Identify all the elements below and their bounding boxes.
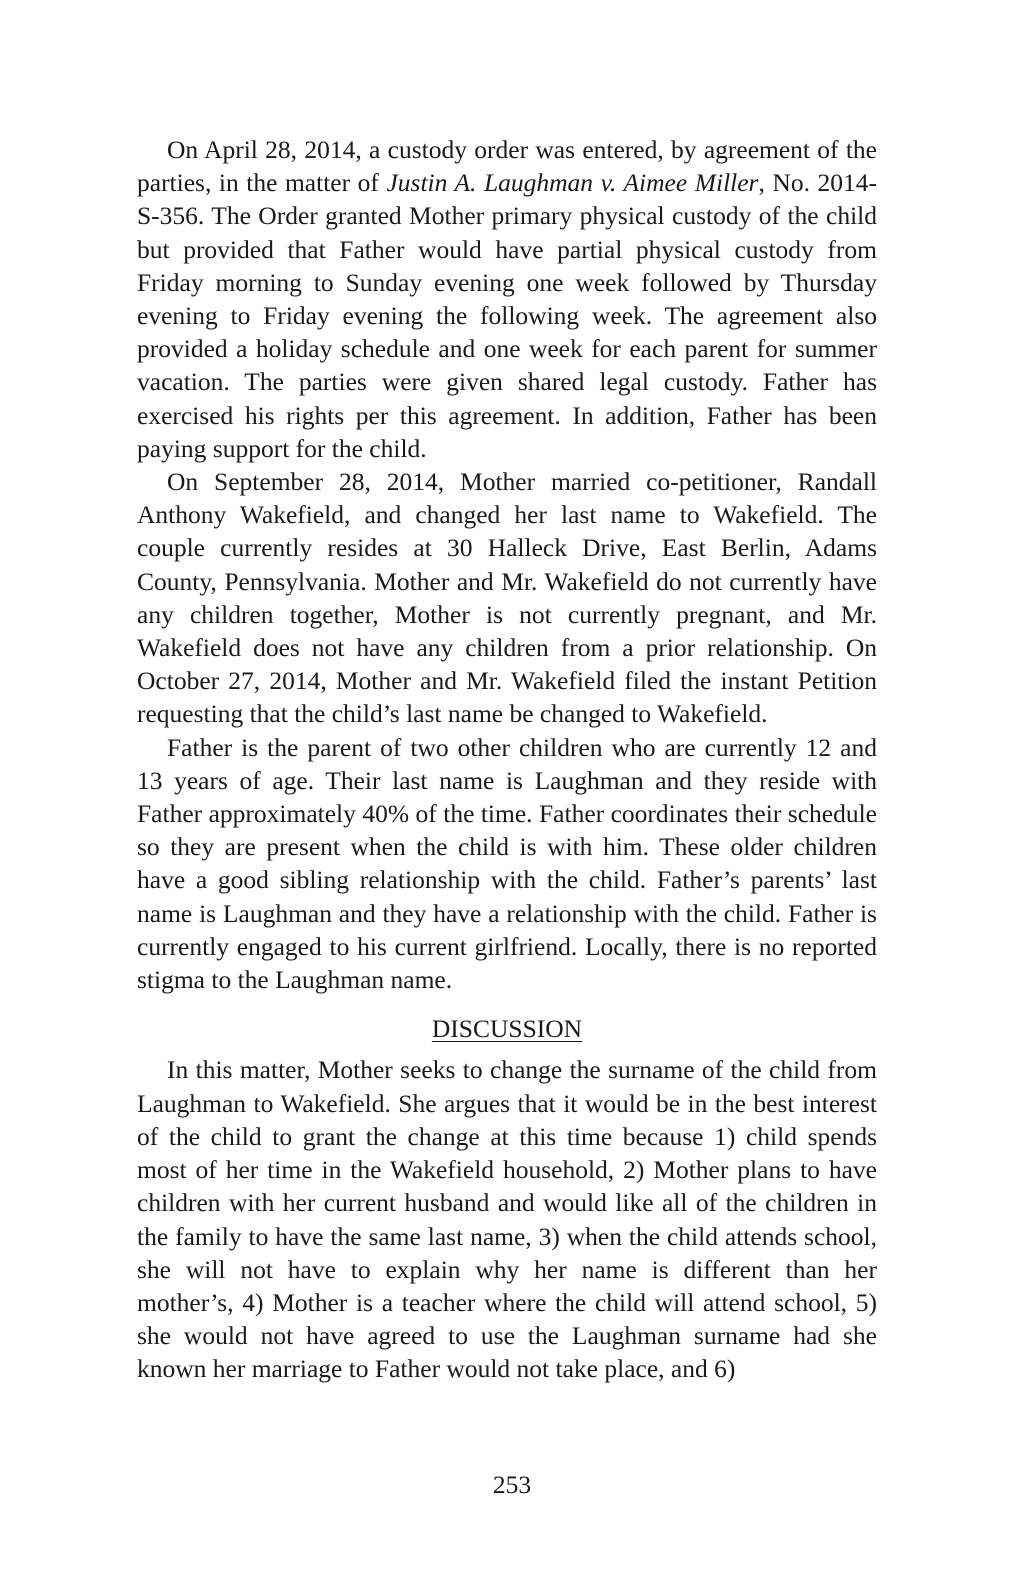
paragraph-custody-order-rest: , No. 2014-S-356. The Order granted Mother primary physical custody of the child but provided that Father would have partial physical custody from Friday morning to Sunday evening one week followed by Thursday evening to Friday evening the following week. The agreement also provided a holiday schedule and one week for each parent for summer vacation. The parties were given shared legal custody. Father has exercised his rights per this agreement. In addition, Father has been paying support for the child.	[137, 168, 877, 463]
paragraph-custody-order	[137, 133, 877, 465]
paragraph-marriage: On September 28, 2014, Mother married co-petitioner, Randall Anthony Wakefield, and changed her last name to Wakefield. The couple currently resides at 30 Halleck Drive, East Berlin, Adams County, Pennsylvania. Mother and Mr. Wakefield do not currently have any children together, Mother is not currently pregnant, and Mr. Wakefield does not have any children from a prior relationship. On October 27, 2014, Mother and Mr. Wakefield filed the instant Petition requesting that the child’s last name be changed to Wakefield.	[137, 467, 877, 729]
case-name: Justin A. Laughman v. Aimee Miller	[386, 168, 759, 198]
document-page	[137, 133, 877, 1386]
paragraph-custody-order-intro: On April 28, 2014, a custody order was entered, by agreement of the parties, in the matter of	[137, 135, 877, 198]
paragraph-father-children: Father is the parent of two other children who are currently 12 and 13 years of age. Their last name is Laughman and they reside with Father approximately 40% of the time. Father coordinates their schedule so they are present when the child is with him. These older children have a good sibling relationship with the child. Father’s parents’ last name is Laughman and they have a relationship with the child. Father is currently engaged to his current girlfriend. Locally, there is no reported stigma to the Laughman name.	[137, 732, 877, 995]
paragraph-discussion: In this matter, Mother seeks to change the surname of the child from Laughman to Wakefield. She argues that it would be in the best interest of the child to grant the change at this time because 1) child spends most of her time in the Wakefield household, 2) Mother plans to have children with her current husband and would like all of the children in the family to have the same last name, 3) when the child attends school, she will not have to explain why her name is different than her mother’s, 4) Mother is a teacher where the child will attend school, 5) she would not have agreed to use the Laughman surname had she known her marriage to Father would not take place, and 6)	[137, 1055, 877, 1384]
page-number: 253	[492, 1470, 532, 1499]
section-heading-discussion	[137, 1012, 877, 1045]
section-heading-text: DISCUSSION	[431, 1014, 583, 1044]
